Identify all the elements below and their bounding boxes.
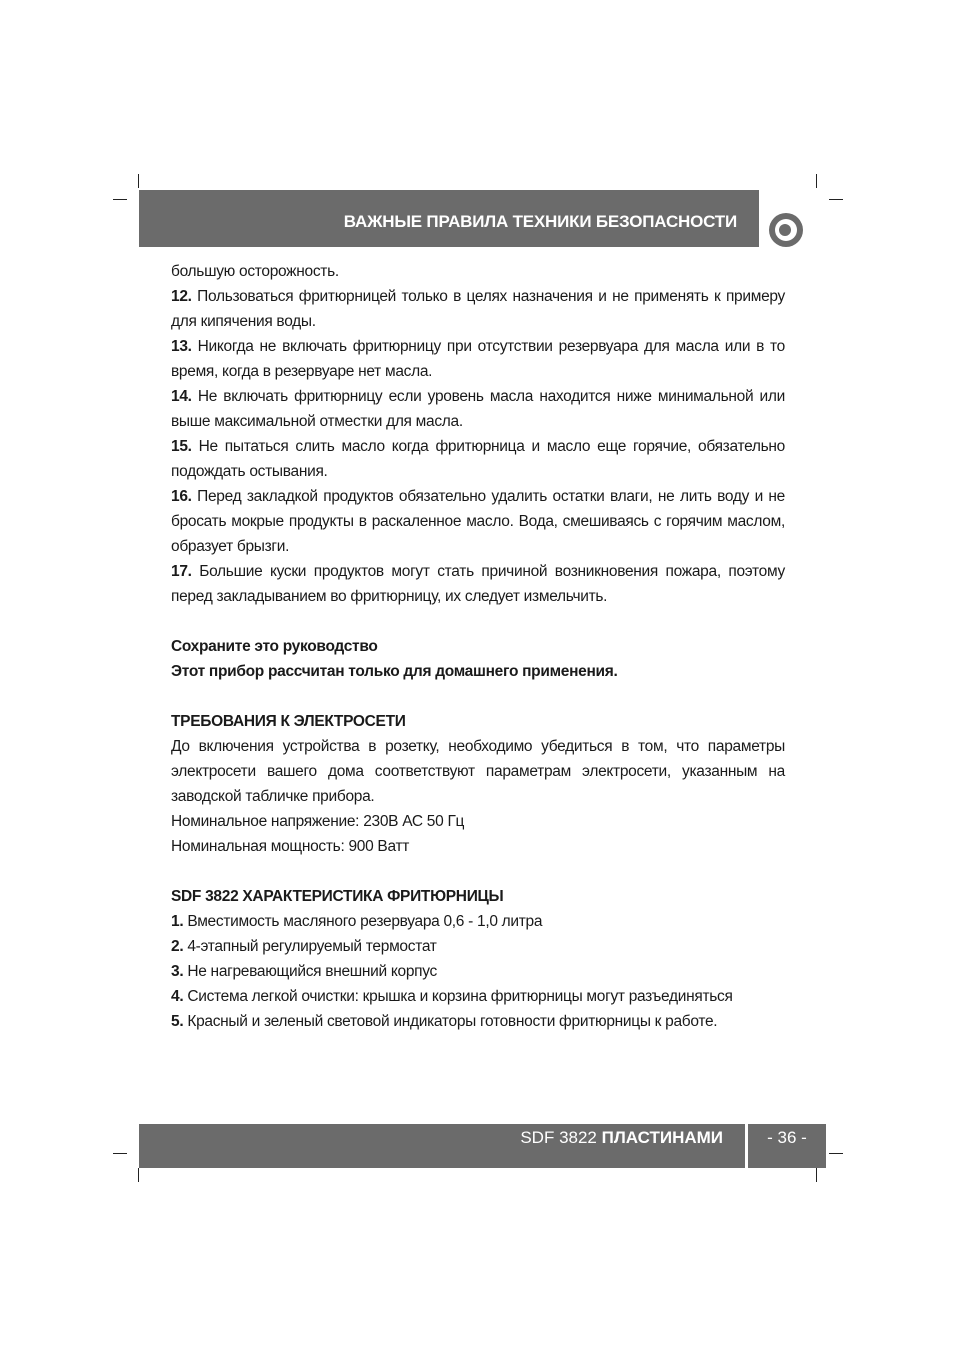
feature-item	[171, 909, 785, 934]
feature-text: Вместимость масляного резервуара 0,6 - 1,0 литра	[183, 913, 543, 930]
power-wattage: Номинальная мощность: 900 Ватт	[171, 838, 410, 855]
safety-intro: большую осторожность.	[171, 263, 339, 280]
feature-number: 5.	[171, 1013, 184, 1030]
rule-text: Пользоваться фритюрницей только в целях назначения и не применять к примеру для кипячения воды.	[171, 288, 785, 330]
footer-title	[520, 1128, 723, 1148]
rule-number: 12.	[171, 288, 192, 305]
rule-text: Перед закладкой продуктов обязательно удалить остатки влаги, не лить воду и не бросать мокрые продукты в раскаленное масло. Вода, смешиваясь с горячим маслом, образует брызги.	[171, 488, 785, 555]
rule-text: Никогда не включать фритюрницу при отсутствии резервуара для масла или в то время, когда в резервуаре нет масла.	[171, 338, 785, 380]
crop-mark	[816, 1168, 817, 1182]
footer-product-name: ПЛАСТИНАМИ	[601, 1128, 723, 1147]
rule-number: 16.	[171, 488, 192, 505]
spacer	[171, 609, 785, 634]
feature-text: Красный и зеленый световой индикаторы готовности фритюрницы к работе.	[183, 1013, 718, 1030]
feature-text: Не нагревающийся внешний корпус	[183, 963, 438, 980]
safety-rule	[171, 384, 785, 434]
safety-rule	[171, 334, 785, 384]
crop-mark	[138, 174, 139, 188]
safety-rule	[171, 434, 785, 484]
crop-mark	[138, 1168, 139, 1182]
page-title: ВАЖНЫЕ ПРАВИЛА ТЕХНИКИ БЕЗОПАСНОСТИ	[343, 212, 737, 231]
feature-item	[171, 934, 785, 959]
crop-mark	[113, 1153, 127, 1154]
footer-bar	[139, 1124, 745, 1168]
rule-number: 17.	[171, 563, 192, 580]
safety-rule	[171, 559, 785, 609]
safety-rule	[171, 484, 785, 559]
spacer	[171, 859, 785, 884]
safety-rule	[171, 284, 785, 334]
feature-text: Система легкой очистки: крышка и корзина фритюрницы могут разъединяться	[183, 988, 733, 1005]
feature-number: 1.	[171, 913, 184, 930]
crop-mark	[829, 199, 843, 200]
feature-number: 4.	[171, 988, 184, 1005]
rule-text: Не пытаться слить масло когда фритюрница и масло еще горячие, обязательно подождать остывания.	[171, 438, 785, 480]
power-voltage: Номинальное напряжение: 230В АС 50 Гц	[171, 813, 465, 830]
rule-number: 15.	[171, 438, 192, 455]
crop-mark	[816, 174, 817, 188]
feature-number: 2.	[171, 938, 184, 955]
feature-item	[171, 959, 785, 984]
page-number: - 36 -	[767, 1128, 807, 1147]
rule-text: Большие куски продуктов могут стать причиной возникновения пожара, поэтому перед закладыванием во фритюрницу, их следует измельчить.	[171, 563, 785, 605]
rule-number: 13.	[171, 338, 192, 355]
feature-number: 3.	[171, 963, 184, 980]
crop-mark	[829, 1153, 843, 1154]
main-content	[171, 259, 785, 1034]
rule-number: 14.	[171, 388, 192, 405]
crop-mark	[113, 199, 127, 200]
spacer	[171, 684, 785, 709]
home-use-notice: Этот прибор рассчитан только для домашнего применения.	[171, 663, 618, 680]
keep-manual-notice: Сохраните это руководство	[171, 638, 378, 655]
power-text: До включения устройства в розетку, необходимо убедиться в том, что параметры электросети вашего дома соответствуют параметрам электросети, указанным на заводской табличке прибора.	[171, 738, 785, 805]
footer-model: SDF 3822	[520, 1128, 602, 1147]
features-heading: SDF 3822 ХАРАКТЕРИСТИКА ФРИТЮРНИЦЫ	[171, 888, 504, 905]
feature-text: 4-этапный регулируемый термостат	[183, 938, 437, 955]
header-bar	[139, 190, 759, 247]
feature-item	[171, 984, 785, 1009]
brand-logo-icon	[766, 210, 806, 250]
page-number-box	[748, 1124, 826, 1168]
rule-text: Не включать фритюрницу если уровень масла находится ниже минимальной или выше максимальной отместки для масла.	[171, 388, 785, 430]
feature-item	[171, 1009, 785, 1034]
power-heading: ТРЕБОВАНИЯ К ЭЛЕКТРОСЕТИ	[171, 713, 406, 730]
